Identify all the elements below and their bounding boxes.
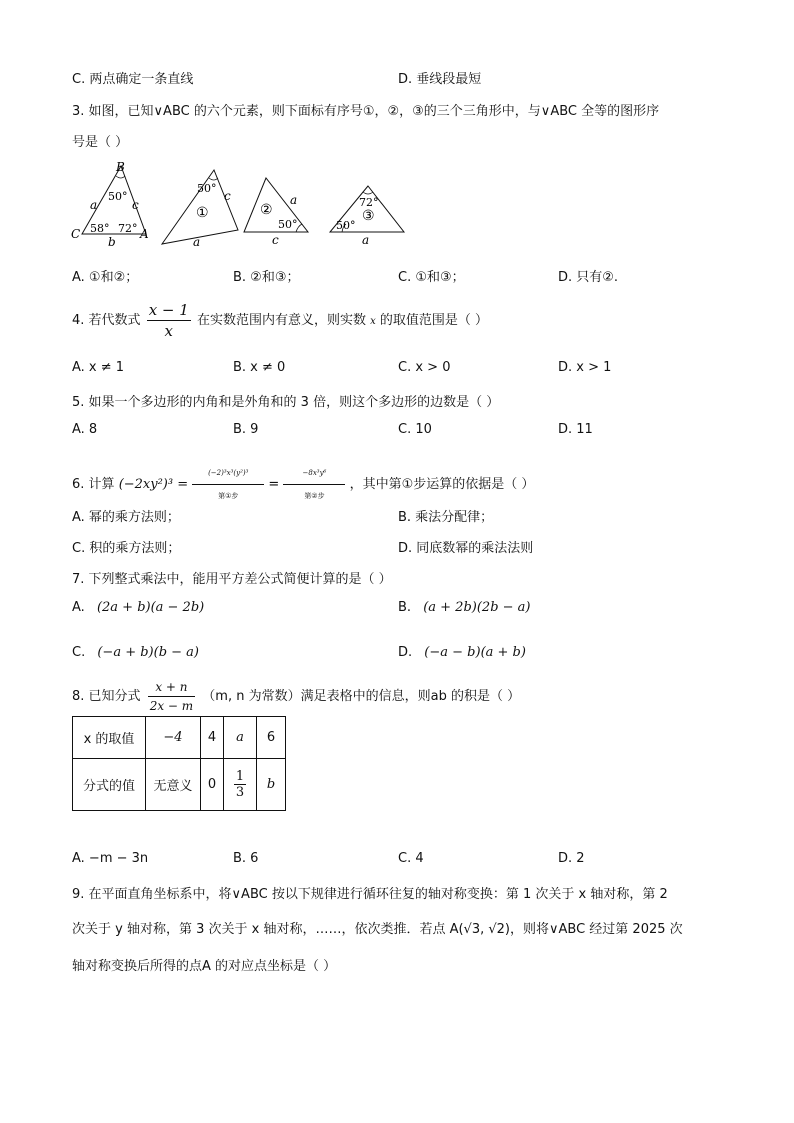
table-cell: −4 [146,717,201,759]
table-row [73,717,286,759]
triangle-2 [244,178,308,247]
triangle-1-number: ① [196,205,209,221]
q8-option-c: C. 4 [398,851,424,866]
q7-option-a [72,600,204,615]
q3-stem-line2: 号是（ ） [72,135,129,150]
table-header-x: x 的取值 [73,717,146,759]
q4-suffix2: 的取值范围是（ ） [379,313,489,328]
q3-option-c: C. ①和③； [398,270,465,285]
table-cell [224,759,257,811]
q4-option-c: C. x > 0 [398,360,451,375]
angle-c-label: 58° [90,222,110,235]
triangle-3-side-a: a [362,233,370,247]
side-b-label: b [108,235,116,248]
q7-option-d [398,645,526,660]
table-cell: 无意义 [146,759,201,811]
triangle-3-angle-top: 72° [359,196,379,209]
q6-step2-top: −8x³y⁶ [302,469,327,477]
q7-option-c-label: C. [72,645,86,660]
q6-option-d: D. 同底数幂的乘法法则 [398,541,534,556]
q2-option-c: C. 两点确定一条直线 [72,72,194,87]
q6-step1-top: (−2)³x³(y²)³ [208,469,249,477]
q7-option-a-label: A. [72,600,85,615]
q3-option-a: A. ①和②； [72,270,139,285]
reference-triangle [71,160,149,248]
q7-option-d-expr: (−a − b)(a + b) [424,645,526,660]
table-cell: b [257,759,286,811]
angle-b-label: 50° [108,190,128,203]
q8-stem [72,678,520,715]
q6-option-b: B. 乘法分配律； [398,510,494,525]
q8-fraction [148,678,195,715]
q2-option-d: D. 垂线段最短 [398,72,482,87]
q7-option-b [398,600,531,615]
q9-line2: 次关于 y 轴对称，第 3 次关于 x 轴对称，……，依次类推．若点 A(√3, √2)，则将∨ABC 经过第 2025 次 [72,922,683,937]
q8-option-b: B. 6 [233,851,259,866]
q6-expression: (−2xy²)³ = [118,477,189,492]
q4-variable: x [370,316,376,327]
triangle-1-side-a: a [193,235,201,248]
q6-step2-arrow [283,462,345,507]
q8-fraction-numerator: x + n [148,678,195,697]
q4-fraction-numerator: x − 1 [148,301,189,319]
q3-stem-line1: 3. 如图，已知∨ABC 的六个元素，则下面标有序号①，②，③的三个三角形中，与∨ABC 全等的图形序 [72,104,660,119]
q8-info-table [72,716,286,811]
vertex-b-label: B [116,160,125,174]
q7-option-b-label: B. [398,600,412,615]
q6-step1-bottom: 第①步 [192,484,264,507]
table-cell: 0 [201,759,224,811]
triangle-3-angle-left: 50° [336,219,356,232]
table-row [73,759,286,811]
q6-step2-bottom: 第②步 [283,484,345,507]
q6-suffix: ，其中第①步运算的依据是（ ） [349,477,535,492]
q5-option-c: C. 10 [398,422,432,437]
q6-prefix: 6. 计算 [72,477,115,492]
q5-option-a: A. 8 [72,422,98,437]
q3-option-b: B. ②和③； [233,270,300,285]
table-cell: a [224,717,257,759]
q8-suffix: （m, n 为常数）满足表格中的信息，则ab 的积是（ ） [202,689,521,704]
table-fraction-numerator: 1 [235,769,245,784]
table-fraction [234,769,246,800]
triangle-2-angle: 50° [278,218,298,231]
triangle-1-side-c: c [224,189,231,203]
q4-fraction-denominator: x [164,322,173,340]
q8-prefix: 8. 已知分式 [72,689,141,704]
q6-step1-arrow [192,462,264,507]
q6-option-c: C. 积的乘方法则； [72,541,181,556]
q5-stem: 5. 如果一个多边形的内角和是外角和的 3 倍，则这个多边形的边数是（ ） [72,395,500,410]
q7-option-d-label: D. [398,645,413,660]
table-header-value: 分式的值 [73,759,146,811]
q8-option-d: D. 2 [558,851,585,866]
triangle-1 [162,170,238,248]
q7-option-b-expr: (a + 2b)(2b − a) [423,600,531,615]
q4-option-a: A. x ≠ 1 [72,360,125,375]
q8-option-a: A. −m − 3n [72,851,149,866]
q9-line1: 9. 在平面直角坐标系中，将∨ABC 按以下规律进行循环往复的轴对称变换：第 1 次关于 x 轴对称，第 2 [72,887,668,902]
angle-a-label: 72° [118,222,138,235]
triangle-2-side-c: c [272,233,279,247]
triangle-3-number: ③ [362,208,375,224]
triangle-2-side-a: a [290,193,298,207]
q8-fraction-denominator: 2x − m [149,699,194,713]
triangle-2-number: ② [260,202,273,218]
q5-option-b: B. 9 [233,422,259,437]
q6-equals: = [268,477,280,492]
side-c-label: c [132,198,139,212]
table-cell: 4 [201,717,224,759]
q6-option-a: A. 幂的乘方法则； [72,510,180,525]
q4-fraction [147,300,191,341]
q4-option-b: B. x ≠ 0 [233,360,286,375]
q7-option-c-expr: (−a + b)(b − a) [97,645,199,660]
triangle-3 [330,186,404,247]
triangle-1-angle: 50° [197,182,217,195]
vertex-a-label: A [140,227,149,241]
table-fraction-denominator: 3 [235,785,245,800]
vertex-c-label: C [71,227,81,241]
q7-stem: 7. 下列整式乘法中，能用平方差公式简便计算的是（ ） [72,572,392,587]
q7-option-a-expr: (2a + b)(a − 2b) [96,600,205,615]
q3-option-d: D. 只有②. [558,270,619,285]
side-a-label: a [90,198,98,212]
q3-figures [66,158,416,248]
q5-option-d: D. 11 [558,422,593,437]
q6-stem [72,462,534,507]
table-cell: 6 [257,717,286,759]
q4-option-d: D. x > 1 [558,360,612,375]
q4-prefix: 4. 若代数式 [72,313,141,328]
q7-option-c [72,645,199,660]
q9-line3: 轴对称变换后所得的点A 的对应点坐标是（ ） [72,959,337,974]
q4-stem [72,300,488,341]
q4-suffix1: 在实数范围内有意义，则实数 [196,313,366,328]
